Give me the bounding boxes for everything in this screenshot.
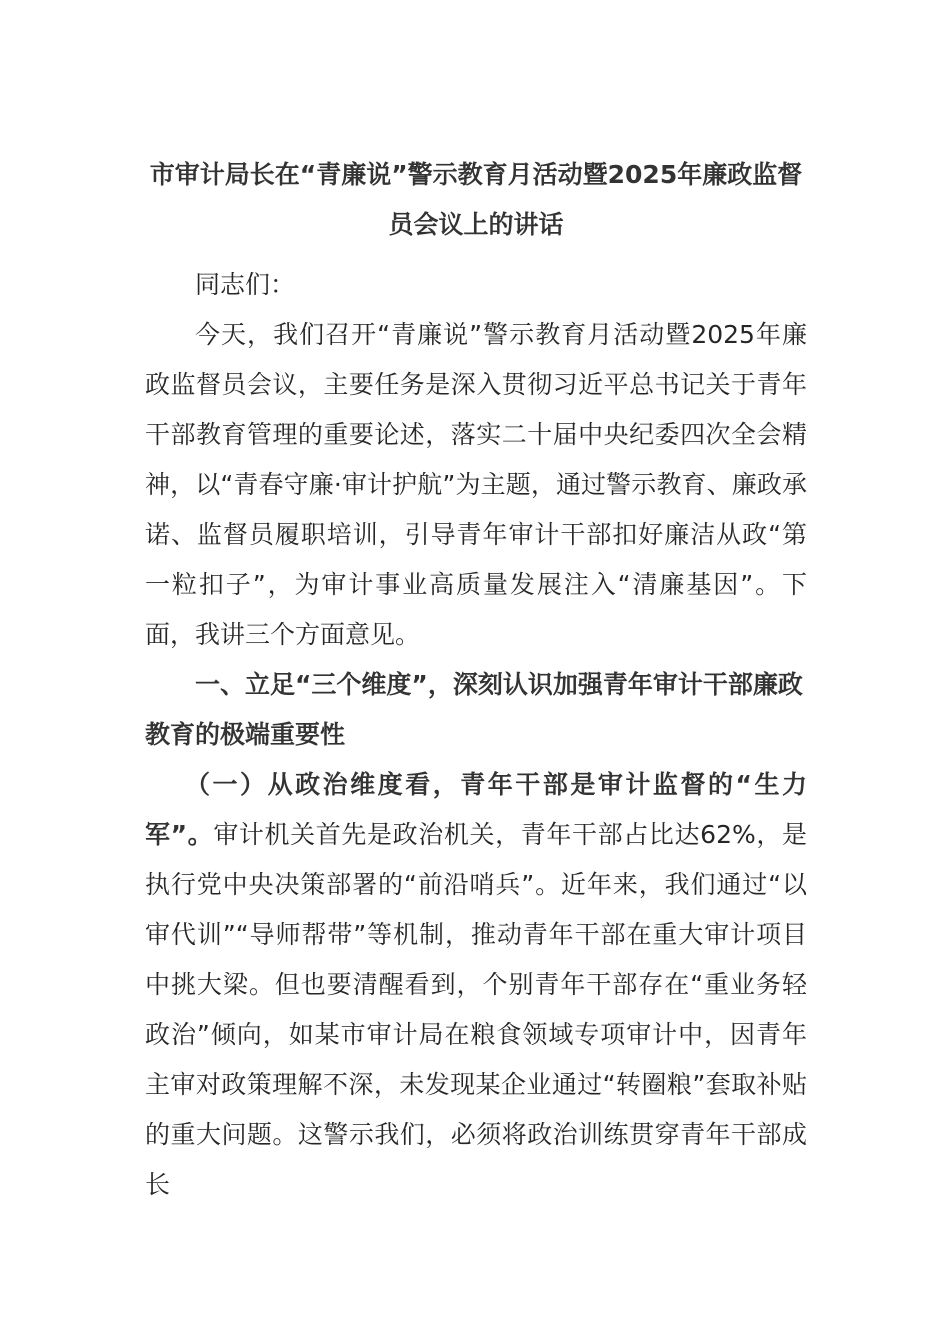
intro-paragraph: 今天，我们召开“青廉说”警示教育月活动暨2025年廉政监督员会议，主要任务是深入贯彻习近平总书记关于青年干部教育管理的重要论述，落实二十届中央纪委四次全会精神，以“青春守廉·审计护航”为主题，通过警示教育、廉政承诺、监督员履职培训，引导青年审计干部扣好廉洁从政“第一粒扣子”，为审计事业高质量发展注入“清廉基因”。下面，我讲三个方面意见。 <box>145 320 807 649</box>
section-1-heading: 一、立足“三个维度”，深刻认识加强青年审计干部廉政教育的极端重要性 <box>145 670 803 749</box>
subsection-1-lead: （一）从政治维度看，青年干部是审计监督的“生力军”。 <box>145 770 807 849</box>
document-page <box>145 150 807 1210</box>
subsection-1-body: 审计机关首先是政治机关，青年干部占比达62%，是执行党中央决策部署的“前沿哨兵”。近年来，我们通过“以审代训”“导师帮带”等机制，推动青年干部在重大审计项目中挑大梁。但也要清醒看到，个别青年干部存在“重业务轻政治”倾向，如某市审计局在粮食领域专项审计中，因青年主审对政策理解不深，未发现某企业通过“转圈粮”套取补贴的重大问题。这警示我们，必须将政治训练贯穿青年干部成长 <box>145 820 807 1199</box>
salutation: 同志们： <box>195 270 296 299</box>
subsection-1-paragraph <box>145 760 807 1210</box>
document-title: 市审计局长在“青廉说”警示教育月活动暨2025年廉政监督员会议上的讲话 <box>149 160 803 239</box>
